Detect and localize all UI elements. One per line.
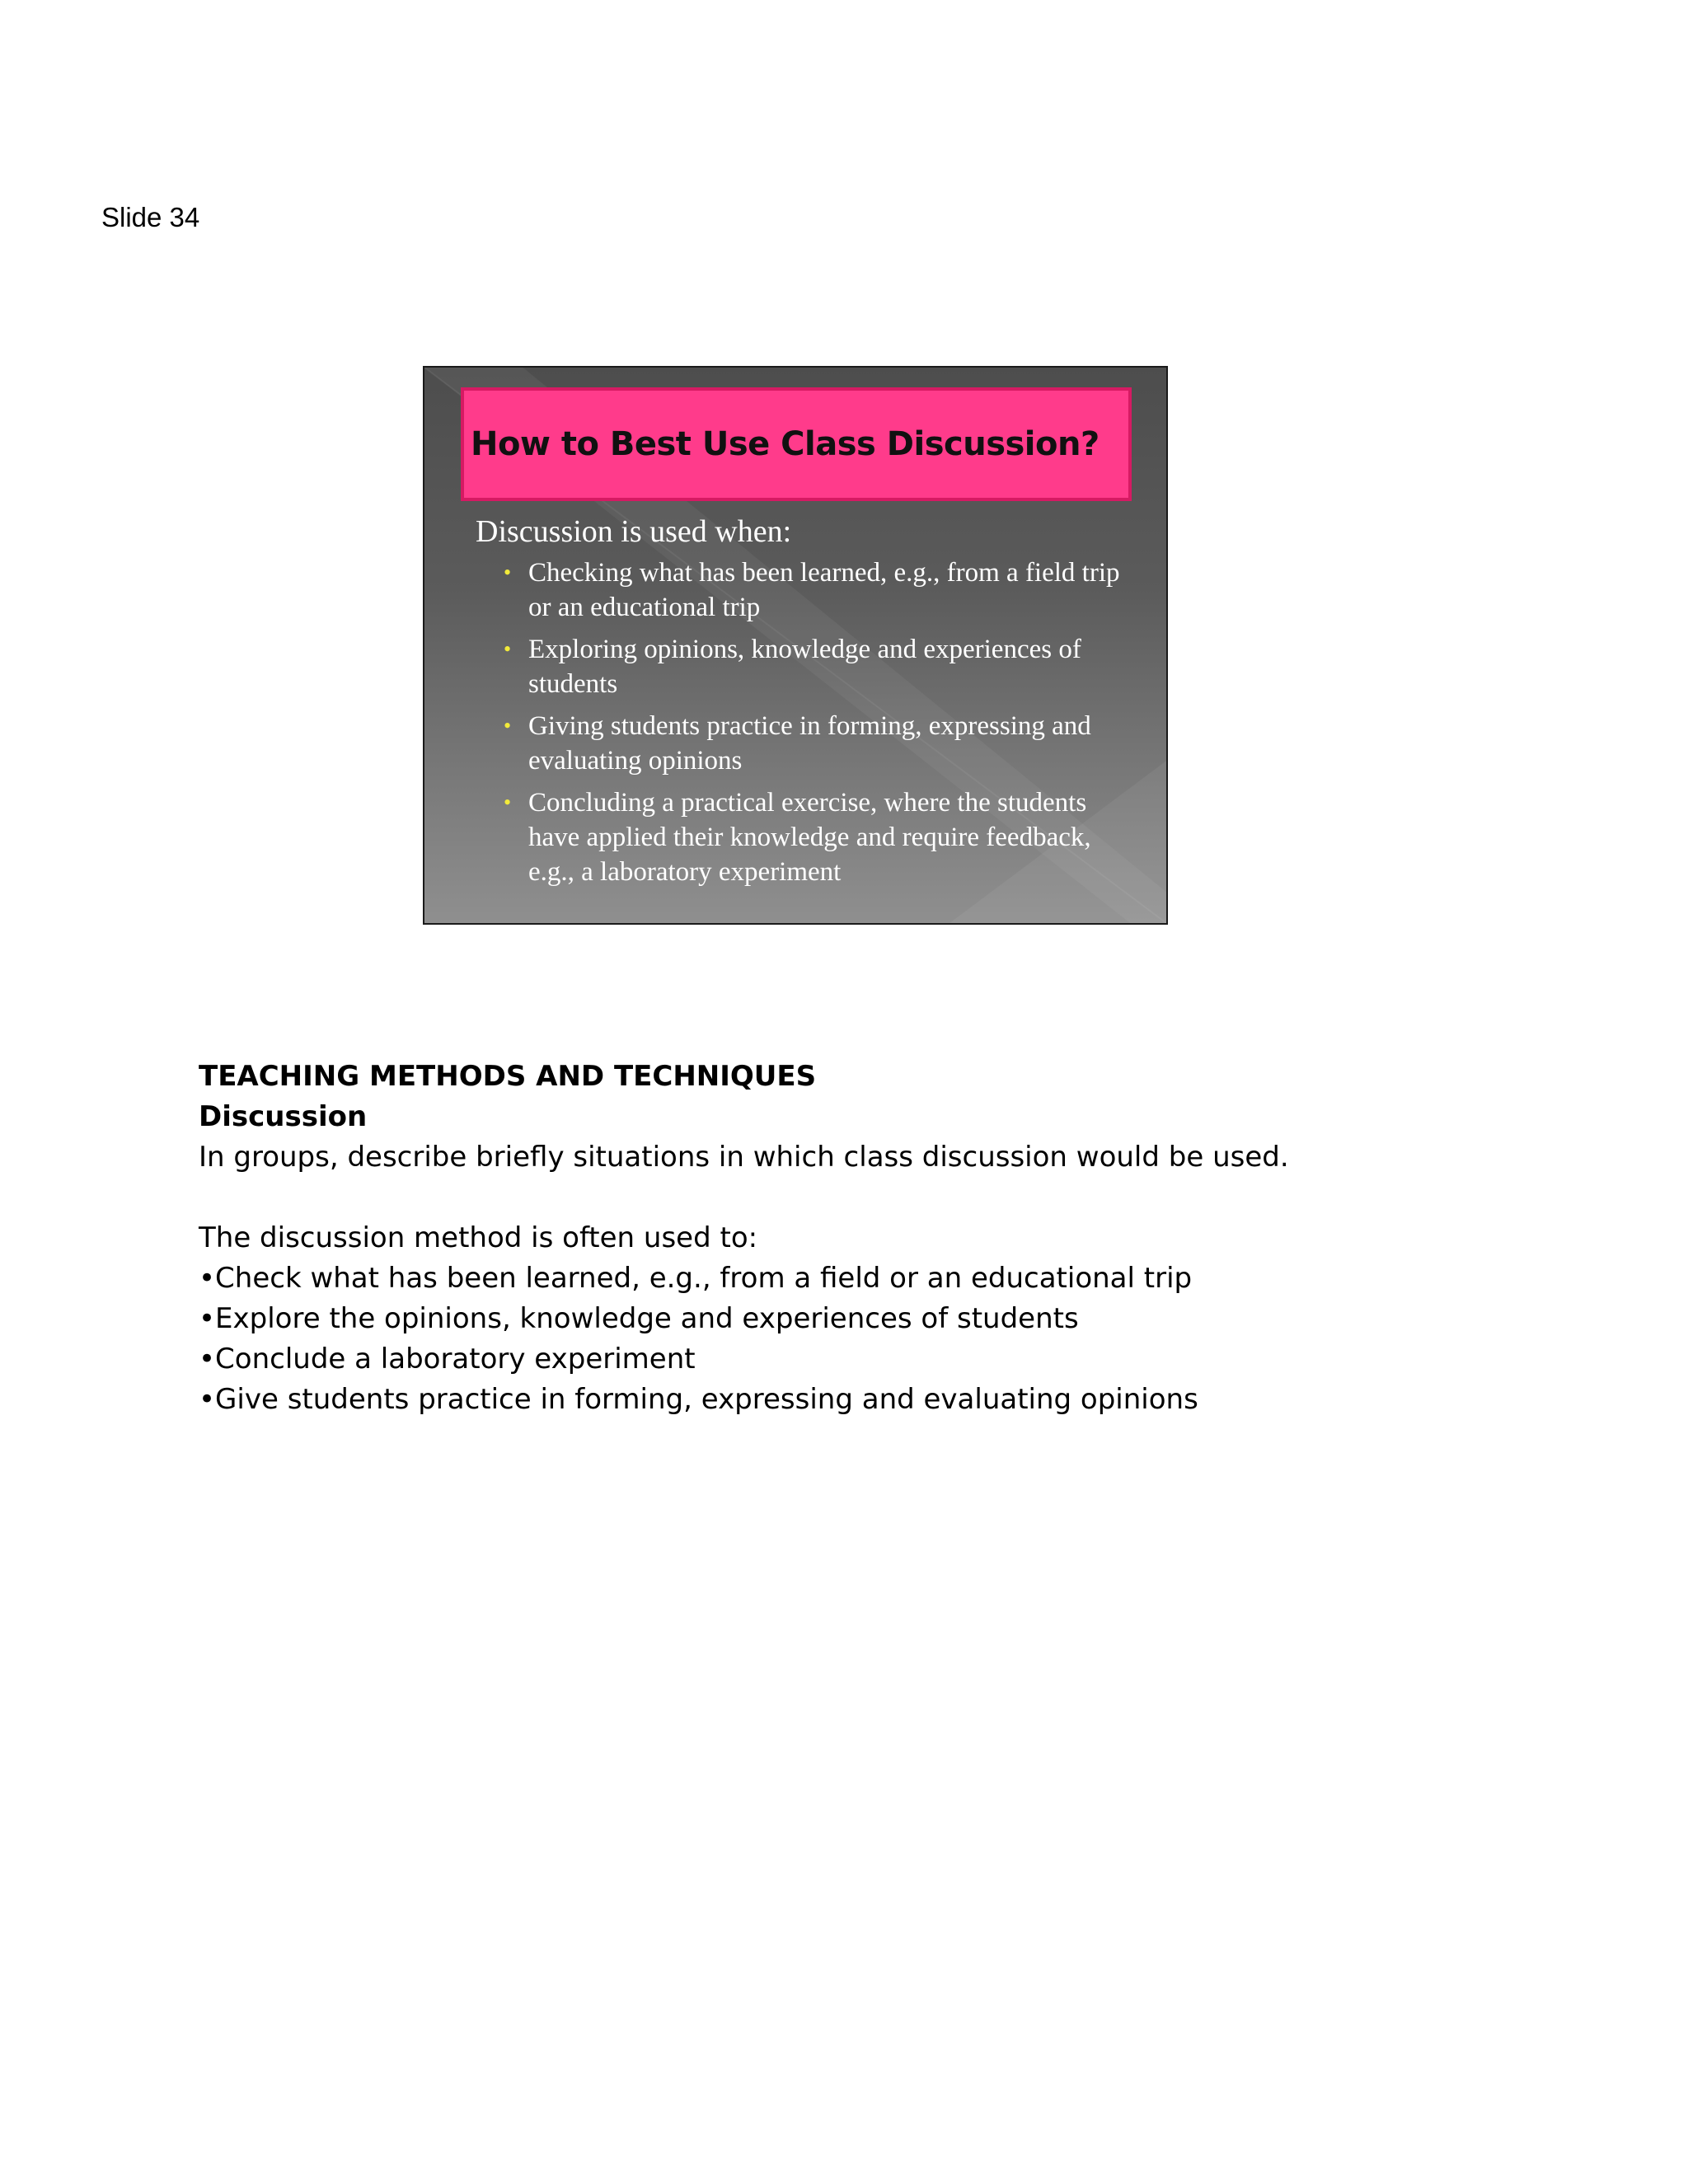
slide-bullet-item — [504, 785, 1138, 889]
slide-bullet-text: Checking what has been learned, e.g., from a field trip or an educational trip — [528, 558, 1120, 622]
speaker-notes — [199, 1057, 1600, 1420]
slide-bullet-list — [504, 555, 1138, 897]
slide-bullet-item — [504, 709, 1138, 778]
bullet-marker-icon: • — [504, 714, 512, 738]
slide-bullet-text: Exploring opinions, knowledge and experiences of students — [528, 635, 1081, 699]
slide-number-label: Slide 34 — [101, 202, 200, 232]
notes-list-item: •Give students practice in forming, expressing and evaluating opinions — [199, 1383, 1198, 1416]
notes-list — [199, 1258, 1600, 1420]
bullet-marker-icon: • — [504, 560, 512, 584]
slide-title: How to Best Use Class Discussion? — [471, 425, 1100, 463]
notes-instruction: In groups, describe briefly situations in which class discussion would be used. — [199, 1141, 1289, 1174]
bullet-marker-icon: • — [504, 637, 512, 661]
notes-list-item: •Check what has been learned, e.g., from a field or an educational trip — [199, 1262, 1193, 1295]
notes-list-item: •Conclude a laboratory experiment — [199, 1343, 696, 1376]
notes-spacer — [199, 1178, 1600, 1218]
slide-bullet-text: Concluding a practical exercise, where the students have applied their knowledge and require feedback, e.g., a laboratory experiment — [528, 788, 1091, 887]
slide-thumbnail — [423, 366, 1168, 925]
slide-bullet-text: Giving students practice in forming, expressing and evaluating opinions — [528, 711, 1091, 776]
slide-title-box — [461, 387, 1132, 501]
slide-bullet-item — [504, 632, 1138, 701]
slide-intro-text: Discussion is used when: — [476, 514, 792, 549]
bullet-marker-icon: • — [504, 790, 512, 814]
notes-list-item: •Explore the opinions, knowledge and experiences of students — [199, 1302, 1079, 1335]
notes-heading: TEACHING METHODS AND TECHNIQUES — [199, 1060, 817, 1093]
notes-list-intro: The discussion method is often used to: — [199, 1221, 758, 1254]
notes-subheading: Discussion — [199, 1100, 368, 1133]
slide-bullet-item — [504, 555, 1138, 625]
